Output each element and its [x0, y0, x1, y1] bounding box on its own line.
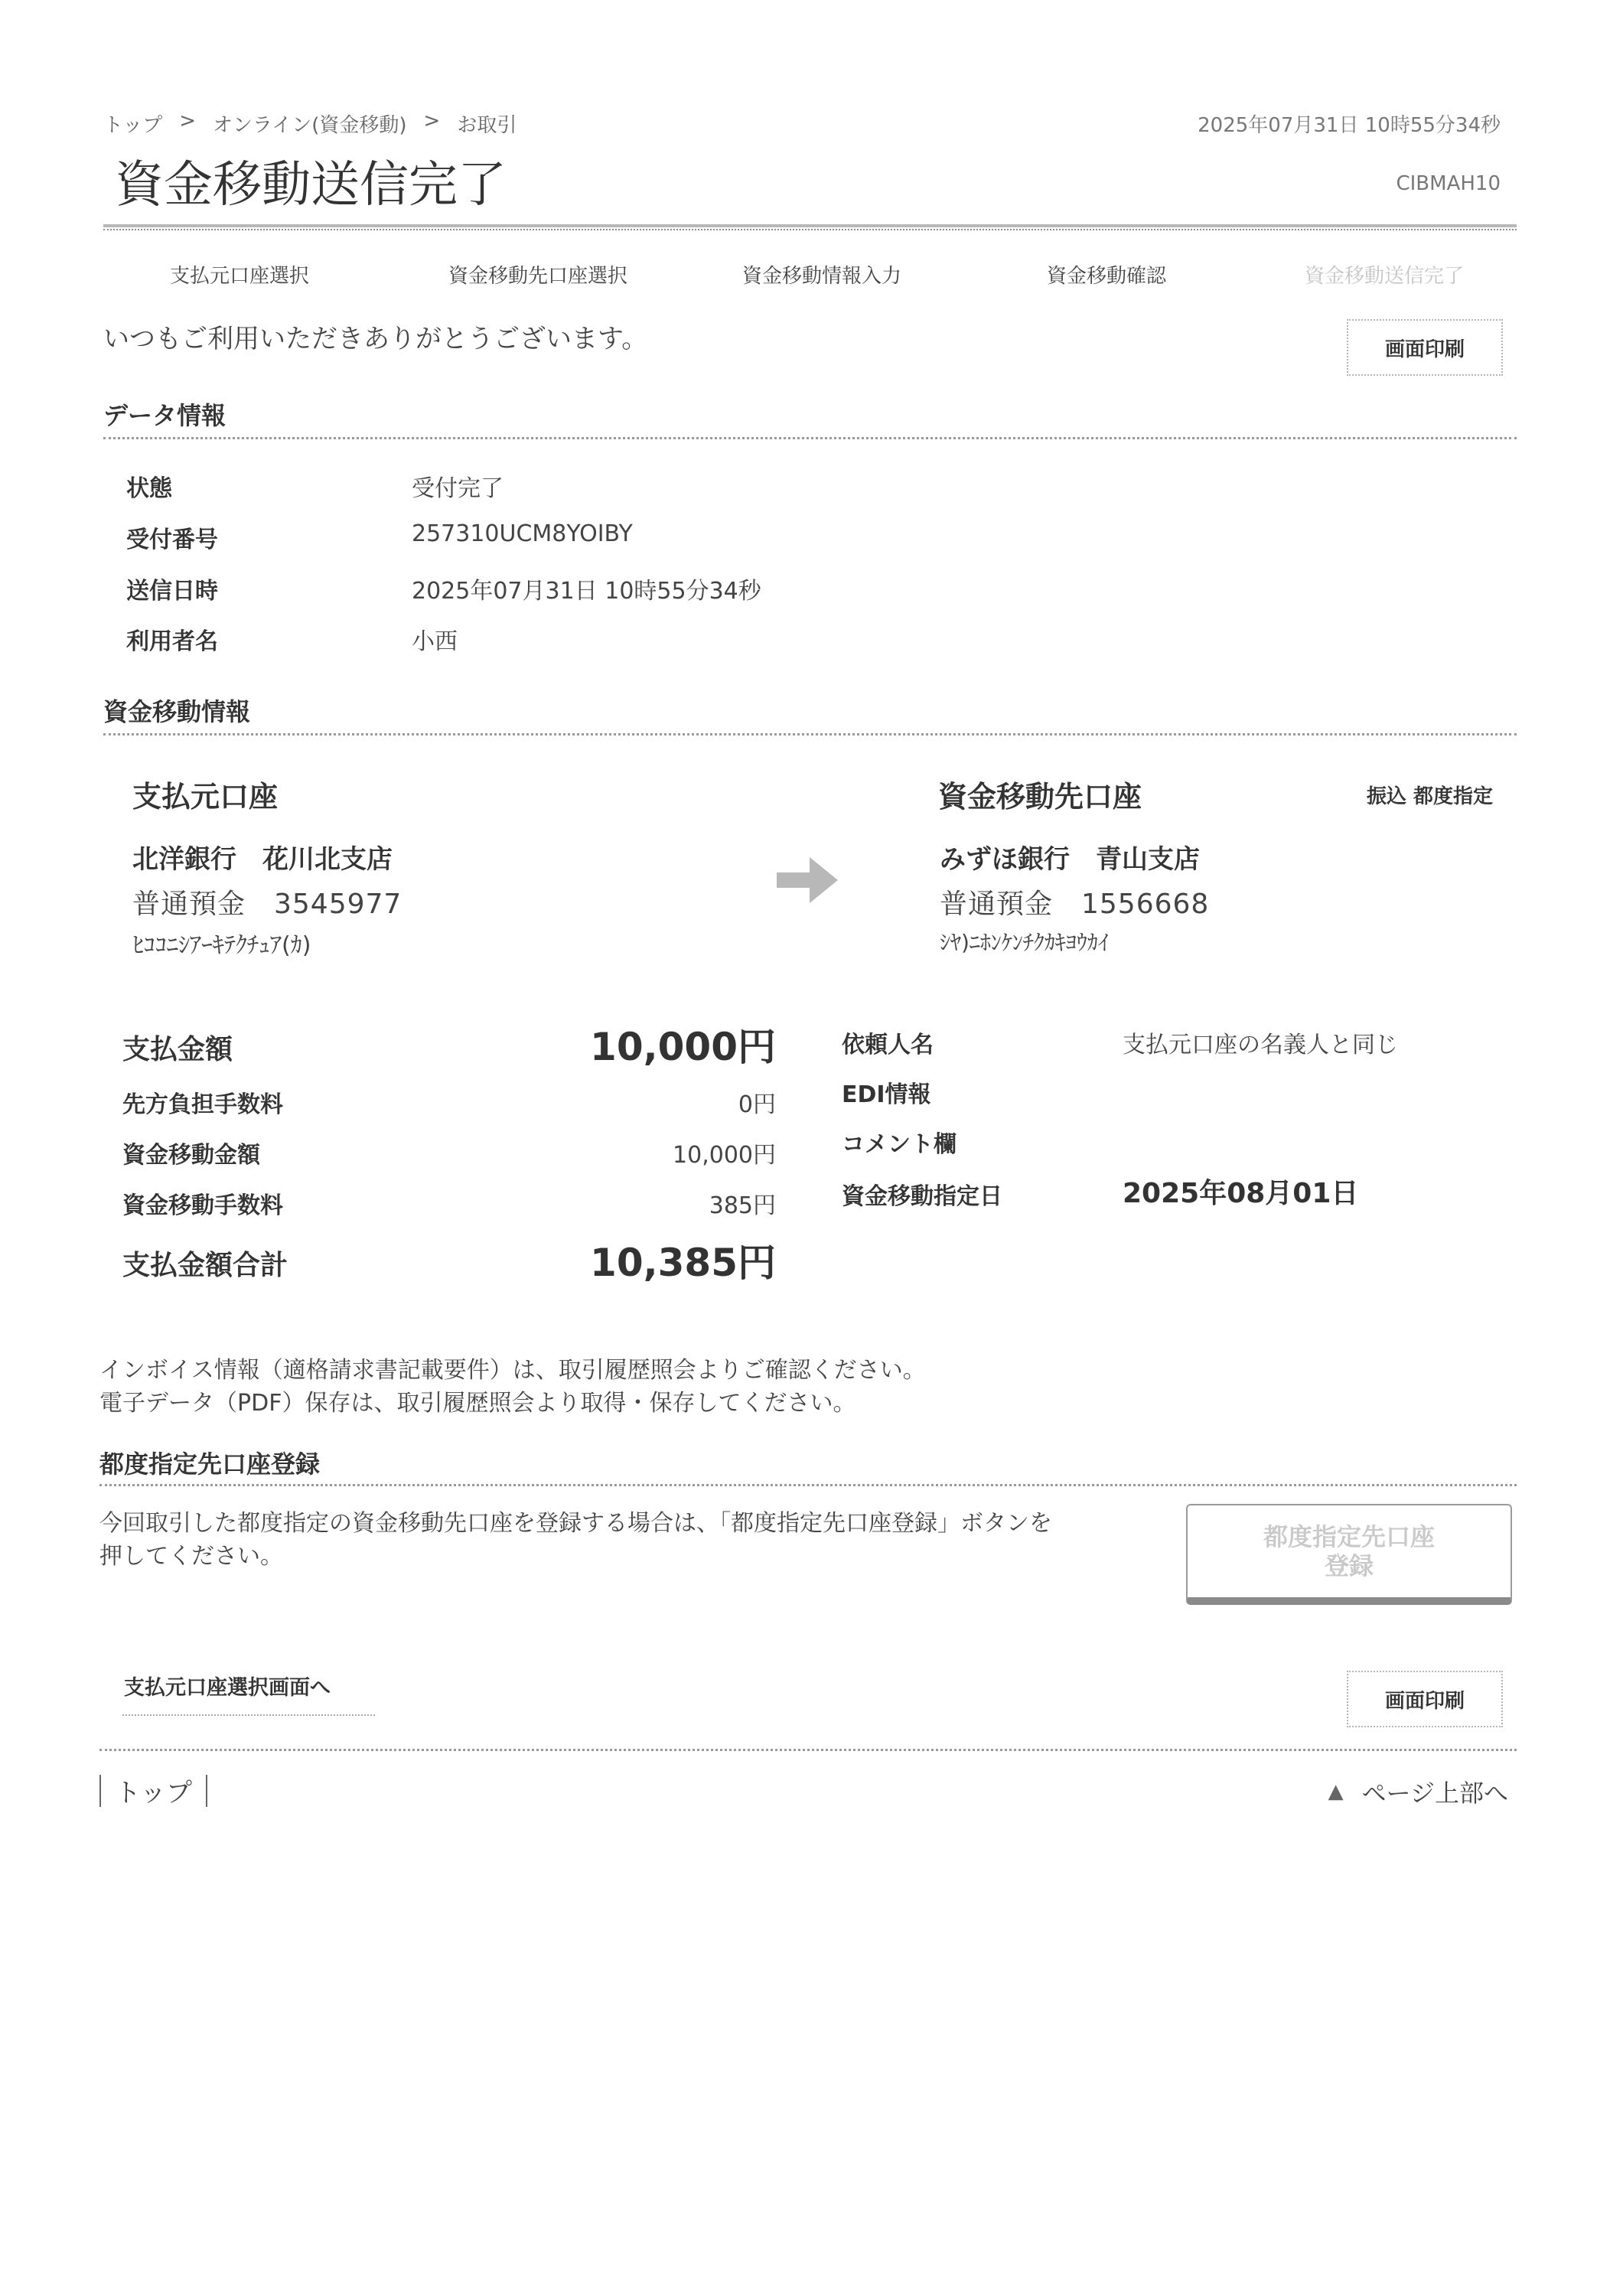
section-divider — [103, 437, 1517, 439]
sent-datetime-value: 2025年07月31日 10時55分34秒 — [412, 578, 761, 605]
register-button-line1: 都度指定先口座 — [1263, 1521, 1435, 1551]
breadcrumb-separator: > — [179, 109, 197, 132]
comment-label: コメント欄 — [842, 1131, 957, 1158]
transfer-amount-label: 資金移動金額 — [122, 1142, 260, 1169]
step-transfer-input: 資金移動情報入力 — [742, 265, 902, 288]
print-button[interactable]: 画面印刷 — [1347, 319, 1503, 376]
user-name-label: 利用者名 — [126, 628, 218, 655]
sent-datetime-label: 送信日時 — [126, 578, 218, 605]
edi-label: EDI情報 — [842, 1081, 931, 1108]
destination-account-number: 普通預金 1556668 — [940, 889, 1210, 920]
recipient-fee-label: 先方負担手数料 — [122, 1091, 283, 1118]
source-account-holder: ﾋｺｺﾆｼｱｰｷﾃｸﾁｭｱ(ｶ) — [132, 932, 311, 959]
receipt-number-value: 257310UCM8YOIBY — [412, 520, 633, 547]
footer-top-link[interactable]: トップ — [115, 1778, 192, 1808]
step-destination-account: 資金移動先口座選択 — [448, 265, 628, 288]
source-bank-branch: 北洋銀行 花川北支店 — [132, 844, 393, 875]
footer-divider — [99, 1749, 1517, 1751]
requester-value: 支払元口座の名義人と同じ — [1123, 1032, 1398, 1058]
link-underline — [122, 1714, 375, 1716]
page-top-label: ページ上部へ — [1361, 1779, 1508, 1808]
receipt-number-label: 受付番号 — [126, 527, 218, 553]
transfer-info-heading: 資金移動情報 — [103, 697, 251, 726]
breadcrumb-current: お取引 — [457, 114, 517, 137]
breadcrumb-top-link[interactable]: トップ — [103, 114, 163, 137]
destination-account-holder: ｼﾔ)ﾆﾎﾝｹﾝﾁｸｶｷﾖｳｶｲ — [940, 930, 1109, 955]
destination-account-heading: 資金移動先口座 — [938, 780, 1142, 814]
user-name-value: 小西 — [412, 628, 458, 655]
title-divider — [103, 224, 1517, 230]
source-account-number: 普通預金 3545977 — [132, 889, 402, 920]
transfer-date-value: 2025年08月01日 — [1123, 1178, 1359, 1209]
back-to-source-selection-link[interactable]: 支払元口座選択画面へ — [124, 1676, 331, 1700]
greeting-text: いつもご利用いただきありがとうございます。 — [103, 324, 648, 354]
breadcrumb-online[interactable]: オンライン(資金移動) — [213, 114, 407, 137]
payment-amount-label: 支払金額 — [122, 1034, 233, 1065]
section-divider — [99, 1484, 1517, 1486]
nav-divider — [99, 1775, 101, 1807]
source-account-heading: 支払元口座 — [132, 780, 279, 814]
print-button-bottom[interactable]: 画面印刷 — [1347, 1671, 1503, 1727]
data-info-heading: データ情報 — [103, 401, 227, 430]
transfer-fee-label: 資金移動手数料 — [122, 1192, 283, 1219]
header-timestamp: 2025年07月31日 10時55分34秒 — [1198, 114, 1501, 137]
step-source-account: 支払元口座選択 — [170, 265, 310, 288]
screen-id: CIBMAH10 — [1396, 172, 1501, 195]
total-amount-value: 10,385円 — [590, 1241, 776, 1285]
transfer-type-badge: 振込 都度指定 — [1366, 785, 1493, 808]
invoice-note: インボイス情報（適格請求書記載要件）は、取引履歴照会よりご確認ください。 — [99, 1357, 926, 1384]
breadcrumb — [103, 109, 517, 138]
step-complete: 資金移動送信完了 — [1305, 265, 1465, 288]
status-label: 状態 — [126, 475, 172, 502]
footer-top-nav — [99, 1772, 207, 1809]
page-title: 資金移動送信完了 — [115, 157, 507, 214]
total-amount-label: 支払金額合計 — [122, 1250, 288, 1281]
step-confirm: 資金移動確認 — [1047, 265, 1167, 288]
payment-amount-value: 10,000円 — [590, 1025, 776, 1069]
arrow-right-icon — [773, 850, 842, 911]
register-destination-button[interactable] — [1186, 1504, 1512, 1605]
status-value: 受付完了 — [412, 475, 504, 502]
pdf-note: 電子データ（PDF）保存は、取引履歴照会より取得・保存してください。 — [99, 1390, 856, 1417]
registration-heading: 都度指定先口座登録 — [99, 1450, 321, 1479]
recipient-fee-value: 0円 — [738, 1091, 776, 1118]
destination-bank-branch: みずほ銀行 青山支店 — [940, 844, 1200, 875]
registration-text-line2: 押してください。 — [99, 1543, 283, 1570]
nav-divider — [206, 1775, 207, 1807]
transfer-date-label: 資金移動指定日 — [842, 1183, 1002, 1210]
breadcrumb-separator: > — [423, 109, 441, 132]
chevron-up-icon: ▲ — [1328, 1780, 1344, 1803]
transfer-amount-value: 10,000円 — [673, 1142, 776, 1169]
transfer-fee-value: 385円 — [709, 1192, 776, 1219]
section-divider — [103, 733, 1517, 735]
page-top-link[interactable] — [1328, 1774, 1508, 1809]
requester-label: 依頼人名 — [842, 1032, 934, 1058]
register-button-line2: 登録 — [1324, 1551, 1374, 1580]
registration-text-line1: 今回取引した都度指定の資金移動先口座を登録する場合は、「都度指定先口座登録」ボタンを — [99, 1510, 1052, 1537]
